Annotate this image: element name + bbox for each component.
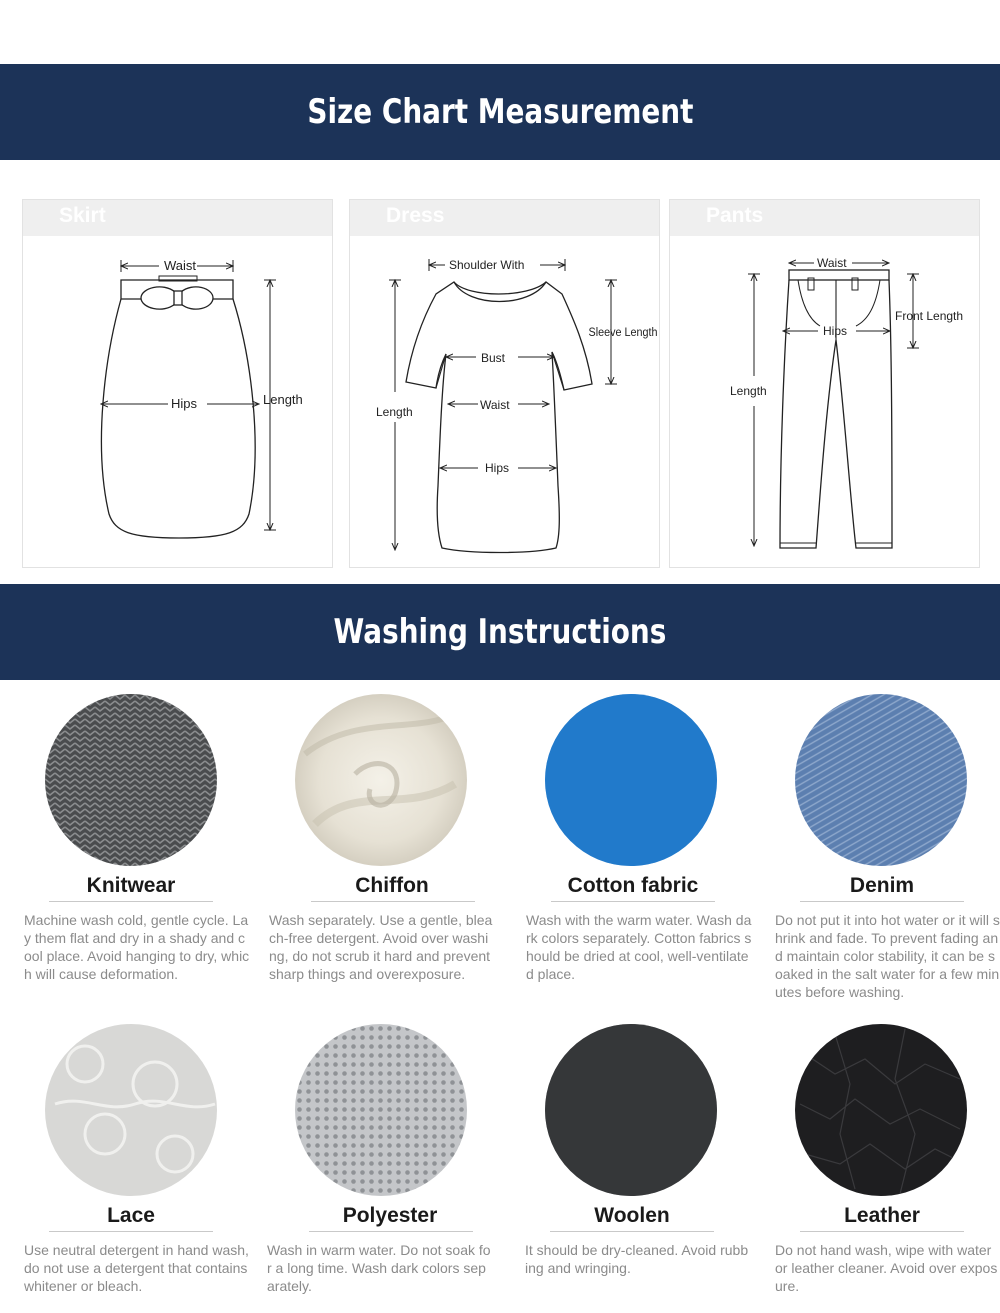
skirt-outline — [101, 299, 255, 538]
pants-hips-label: Hips — [823, 324, 848, 338]
dress-length-label: Length — [376, 405, 413, 419]
size-chart-banner — [0, 64, 1000, 160]
polyester-desc: Wash in warm water. Do not soak for a long time. Wash dark colors separately. — [267, 1242, 491, 1294]
knitwear-name: Knitwear — [86, 874, 176, 897]
dress-outline — [406, 282, 592, 553]
skirt-diagram — [23, 236, 332, 567]
fabric-card-polyester — [267, 1024, 507, 1295]
cotton-desc: Wash with the warm water. Wash dark colors separately. Cotton fabrics should be dried at cool, well-ventilated place. — [526, 912, 752, 982]
pants-front-length-label: Front Length — [895, 309, 964, 323]
dress-sleeve-label: Sleeve Length — [588, 326, 658, 340]
skirt-bow-left — [141, 287, 175, 309]
chiffon-swatch — [295, 694, 467, 866]
dress-hips-label: Hips — [485, 461, 510, 475]
lace-desc: Use neutral detergent in hand wash, do not use a detergent that contains whitener or bleach. — [24, 1242, 249, 1294]
cotton-swatch — [545, 694, 717, 866]
woolen-swatch — [545, 1024, 717, 1196]
washing-banner — [0, 584, 1000, 680]
skirt-panel-title: Skirt — [23, 200, 332, 236]
chiffon-name: Chiffon — [355, 874, 429, 897]
skirt-hips-label: Hips — [171, 396, 198, 411]
knitwear-desc: Machine wash cold, gentle cycle. Lay them flat and dry in a shady and cool place. Avoid hanging to dry, which will cause deformation. — [24, 912, 250, 982]
cotton-name: Cotton fabric — [567, 874, 699, 897]
dress-panel — [349, 199, 660, 568]
polyester-swatch — [295, 1024, 467, 1196]
dress-diagram — [350, 236, 659, 567]
leather-desc: Do not hand wash, wipe with water or leather cleaner. Avoid over exposure. — [775, 1242, 998, 1294]
pants-panel-title: Pants — [670, 200, 979, 236]
denim-desc: Do not put it into hot water or it will shrink and fade. To prevent fading and maintain color stability, it can be soaked in the salt water for a few minutes before washing. — [775, 912, 1000, 1000]
pants-diagram — [670, 236, 979, 567]
woolen-name: Woolen — [594, 1204, 670, 1227]
fabric-card-chiffon — [269, 694, 509, 983]
chiffon-desc: Wash separately. Use a gentle, bleach-free detergent. Avoid over washing, do not scrub it hard and prevent sharp things and overexposure. — [269, 912, 493, 982]
skirt-length-label: Length — [263, 392, 303, 407]
lace-name: Lace — [107, 1204, 155, 1227]
fabric-card-denim — [775, 694, 1000, 1001]
skirt-waist-label: Waist — [164, 258, 197, 273]
fabric-card-cotton — [526, 694, 766, 983]
leather-swatch — [795, 1024, 967, 1196]
denim-swatch — [795, 694, 967, 866]
dress-waist-label: Waist — [480, 398, 510, 412]
fabric-card-knitwear — [24, 694, 264, 983]
leather-name: Leather — [844, 1204, 920, 1227]
pants-length-label: Length — [730, 384, 767, 398]
knitwear-swatch — [45, 694, 217, 866]
dress-shoulder-label: Shoulder With — [449, 258, 525, 272]
fabric-card-leather — [775, 1024, 1000, 1295]
dress-panel-title: Dress — [350, 200, 659, 236]
skirt-bow-right — [181, 287, 213, 309]
fabric-card-woolen — [525, 1024, 765, 1277]
pants-panel — [669, 199, 980, 568]
fabric-card-lace — [24, 1024, 264, 1295]
dress-bust-label: Bust — [481, 351, 506, 365]
skirt-panel — [22, 199, 333, 568]
denim-name: Denim — [849, 874, 915, 897]
woolen-desc: It should be dry-cleaned. Avoid rubbing and wringing. — [525, 1242, 749, 1276]
size-chart-title: Size Chart Measurement — [306, 92, 694, 132]
pants-waist-label: Waist — [817, 256, 847, 270]
polyester-name: Polyester — [342, 1204, 438, 1227]
washing-title: Washing Instructions — [333, 612, 667, 652]
lace-swatch — [45, 1024, 217, 1196]
